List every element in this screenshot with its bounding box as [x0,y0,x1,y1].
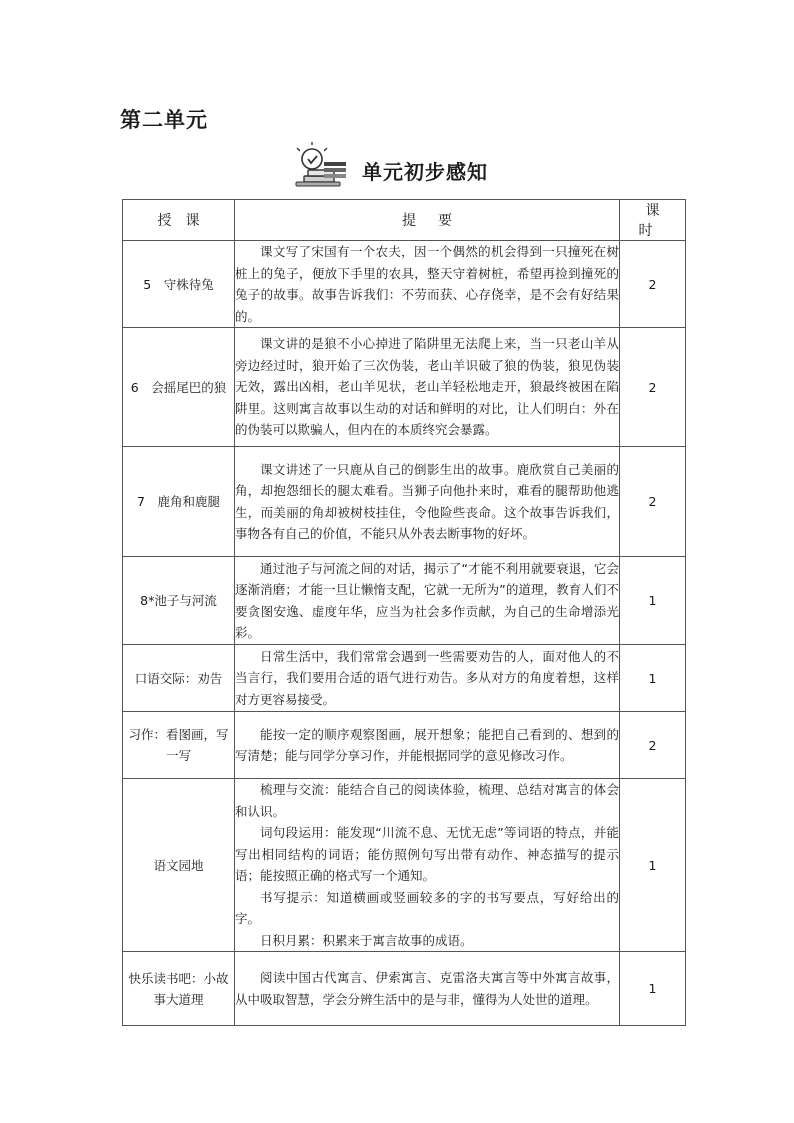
lesson-cell: 5 守株待兔 [123,241,235,328]
summary-cell [235,645,620,712]
summary-cell [235,712,620,779]
lesson-cell: 习作：看图画，写一写 [123,712,235,779]
hours-cell: 1 [620,779,686,952]
summary-text: 课文讲的是狼不小心掉进了陷阱里无法爬上来，当一只老山羊从旁边经过时，狼开始了三次伪装，老山羊识破了狼的伪装，狼见伪装无效，露出凶相，老山羊见状，老山羊轻松地走开，狼最终被困在陷阱里。这则寓言故事以生动的对话和鲜明的对比，让人们明白：外在的伪装可以欺骗人，但内在的本质终究会暴露。 [235,336,619,438]
hours-cell: 1 [620,952,686,1026]
lesson-cell: 语文园地 [123,779,235,952]
summary-text: 梳理与交流：能结合自己的阅读体验，梳理、总结对寓言的体会和认识。 [235,782,619,819]
table-row [123,447,686,557]
lesson-cell: 6 会摇尾巴的狼 [123,328,235,447]
summary-text: 通过池子与河流之间的对话，揭示了“才能不利用就要衰退，它会逐渐消磨；才能一旦让懒惰支配，它就一无所为”的道理，教育人们不要贪图安逸、虚度年华，应当为社会多作贡献，为自己的生命增添光彩。 [235,560,619,640]
summary-cell [235,328,620,447]
table-row [123,712,686,779]
lightbulb-books-icon [290,142,350,188]
header-summary: 提要 [235,200,620,241]
summary-cell [235,952,620,1026]
summary-text: 能按一定的顺序观察图画，展开想象；能把自己看到的、想到的写清楚；能与同学分享习作，并能根据同学的意见修改习作。 [235,726,619,763]
summary-text: 日积月累：积累来于寓言故事的成语。 [260,932,473,948]
summary-text: 书写提示：知道横画或竖画较多的字的书写要点，写好给出的字。 [235,889,619,926]
lesson-cell: 快乐读书吧：小故事大道理 [123,952,235,1026]
section-header [290,142,530,188]
lesson-cell: 7 鹿角和鹿腿 [123,447,235,557]
table-row [123,328,686,447]
summary-cell [235,779,620,952]
summary-text: 课文讲述了一只鹿从自己的倒影生出的故事。鹿欣赏自己美丽的角，却抱怨细长的腿太难看。当狮子向他扑来时，难看的腿帮助他逃生，而美丽的角却被树枝挂住，令他险些丧命。这个故事告诉我们，事物各有自己的价值，不能只从外表去断事物的好坏。 [235,461,619,541]
unit-title: 第二单元 [120,107,208,132]
table-row [123,952,686,1026]
hours-cell: 2 [620,712,686,779]
summary-text: 课文写了宋国有一个农夫，因一个偶然的机会得到一只撞死在树桩上的兔子，便放下手里的农具，整天守着树桩，希望再捡到撞死的兔子的故事。故事告诉我们：不劳而获、心存侥幸，是不会有好结果的。 [235,244,619,324]
table-header-row [123,200,686,241]
table-row [123,645,686,712]
lesson-plan-table [122,199,686,1026]
table-row [123,779,686,952]
summary-text: 日常生活中，我们常常会遇到一些需要劝告的人，面对他人的不当言行，我们要用合适的语气进行劝告。多从对方的角度着想，这样对方更容易接受。 [235,648,619,707]
lesson-cell: 8*池子与河流 [123,557,235,645]
summary-text: 阅读中国古代寓言、伊索寓言、克雷洛夫寓言等中外寓言故事，从中吸取智慧，学会分辨生活中的是与非，懂得为人处世的道理。 [235,970,619,1007]
summary-cell [235,557,620,645]
summary-cell [235,447,620,557]
header-hours: 课时 [620,200,686,241]
section-title: 单元初步感知 [362,160,488,184]
hours-cell: 2 [620,447,686,557]
lesson-cell: 口语交际：劝告 [123,645,235,712]
summary-text: 词句段运用：能发现“川流不息、无忧无虑”等词语的特点，并能写出相同结构的词语；能仿照例句写出带有动作、神态描写的提示语；能按照正确的格式写一个通知。 [235,825,619,883]
hours-cell: 2 [620,328,686,447]
hours-cell: 1 [620,645,686,712]
table-row [123,557,686,645]
summary-cell [235,241,620,328]
hours-cell: 1 [620,557,686,645]
header-lesson: 授课 [123,200,235,241]
hours-cell: 2 [620,241,686,328]
table-row [123,241,686,328]
